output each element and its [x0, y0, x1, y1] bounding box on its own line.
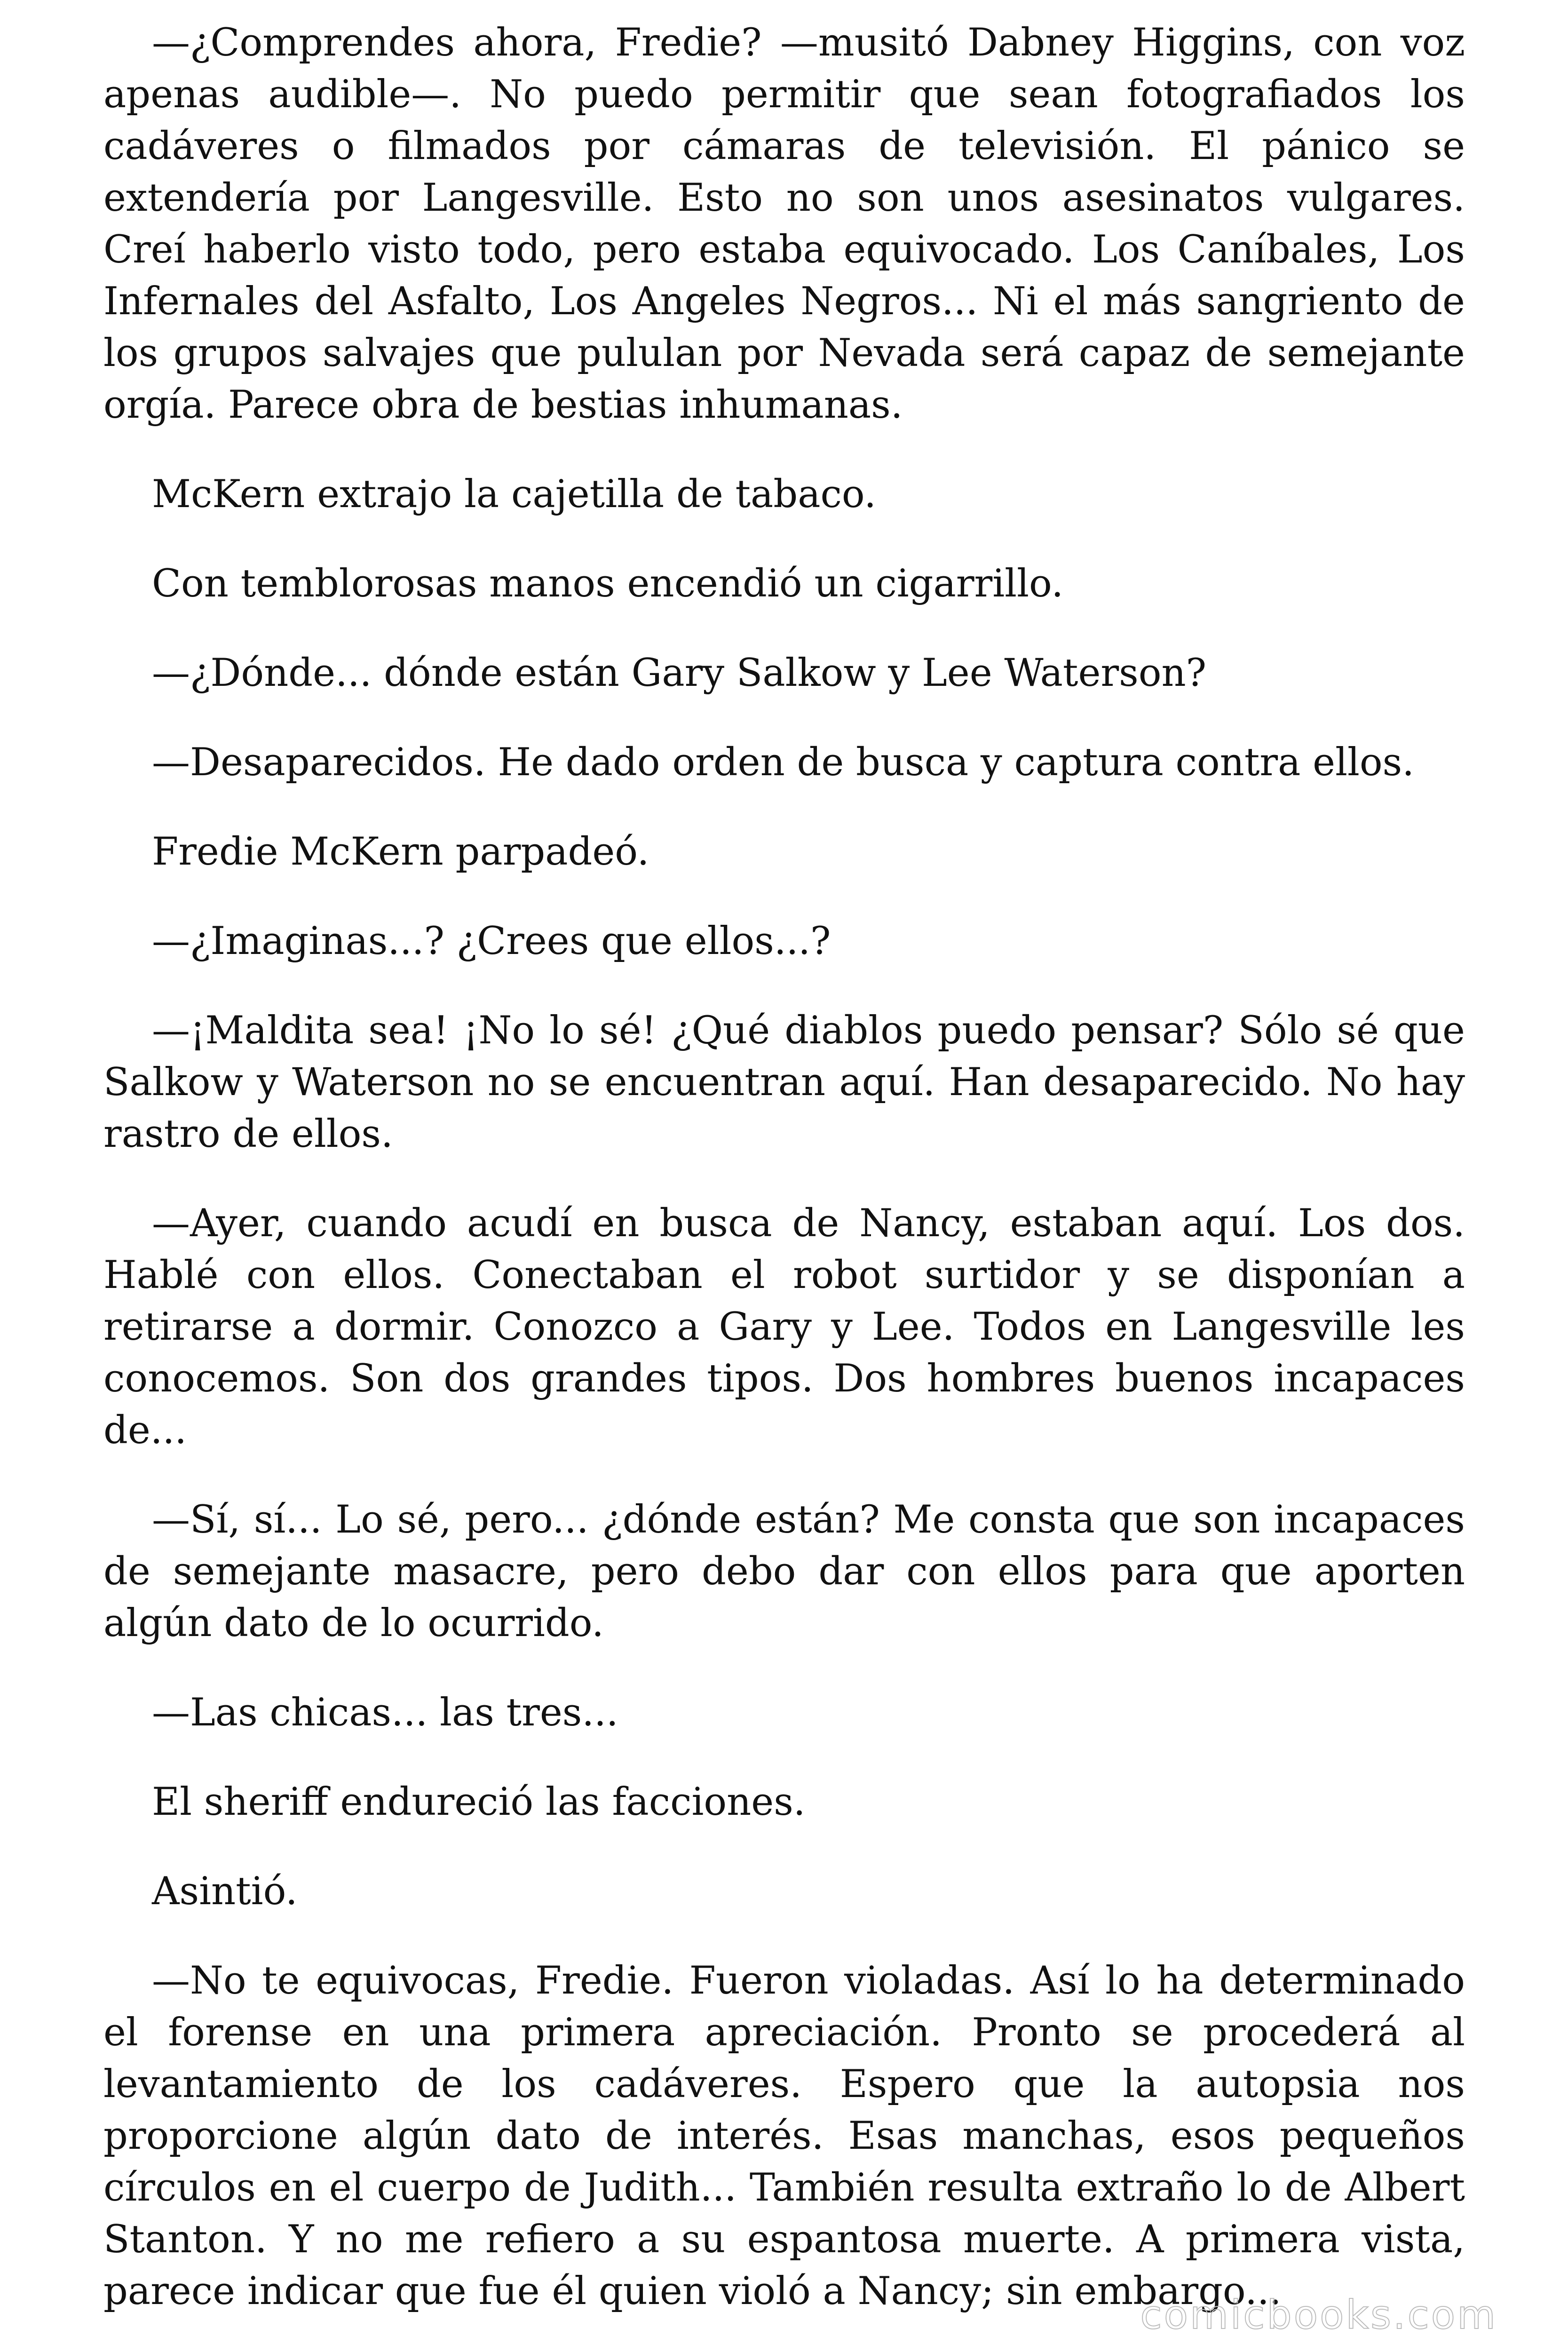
paragraph-6: Fredie McKern parpadeó. — [152, 830, 649, 874]
paragraph-4: —¿Dónde... dónde están Gary Salkow y Lee Waterson? — [152, 651, 1207, 695]
paragraph-9: —Ayer, cuando acudí en busca de Nancy, estaban aquí. Los dos. Hablé con ellos. Conectaban el robot surtidor y se disponían a retirarse a dormir. Conozco a Gary y Lee. Todos en Langesville les conocemos. Son dos grandes tipos. Dos hombres buenos incapaces de... — [103, 1201, 1465, 1453]
paragraph-2: McKern extrajo la cajetilla de tabaco. — [152, 472, 876, 516]
page-body — [103, 17, 1465, 2317]
paragraph-13: Asintió. — [152, 1869, 298, 1914]
paragraph-5: —Desaparecidos. He dado orden de busca y captura contra ellos. — [152, 740, 1414, 785]
watermark: comicbooks.com — [1140, 2292, 1497, 2338]
paragraph-10: —Sí, sí... Lo sé, pero... ¿dónde están? Me consta que son incapaces de semejante masacre, pero debo dar con ellos para que aporten algún dato de lo ocurrido. — [103, 1498, 1465, 1645]
paragraph-11: —Las chicas... las tres... — [152, 1691, 618, 1735]
paragraph-3: Con temblorosas manos encendió un cigarrillo. — [152, 562, 1064, 606]
paragraph-7: —¿Imaginas...? ¿Crees que ellos...? — [152, 919, 831, 963]
paragraph-8: —¡Maldita sea! ¡No lo sé! ¿Qué diablos puedo pensar? Sólo sé que Salkow y Waterson no se encuentran aquí. Han desaparecido. No hay rastro de ellos. — [103, 1009, 1465, 1156]
paragraph-12: El sheriff endureció las facciones. — [152, 1780, 806, 1824]
paragraph-14: —No te equivocas, Fredie. Fueron violadas. Así lo ha determinado el forense en una primera apreciación. Pronto se procederá al levantamiento de los cadáveres. Espero que la autopsia nos proporcione algún dato de interés. Esas manchas, esos pequeños círculos en el cuerpo de Judith... También resulta extraño lo de Albert Stanton. Y no me refiero a su espantosa muerte. A primera vista, parece indicar que fue él quien violó a Nancy; sin embargo... — [103, 1959, 1465, 2313]
paragraph-1: —¿Comprendes ahora, Fredie? —musitó Dabney Higgins, con voz apenas audible—. No puedo permitir que sean fotografiados los cadáveres o filmados por cámaras de televisión. El pánico se extendería por Langesville. Esto no son unos asesinatos vulgares. Creí haberlo visto todo, pero estaba equivocado. Los Caníbales, Los Infernales del Asfalto, Los Angeles Negros... Ni el más sangriento de los grupos salvajes que pululan por Nevada será capaz de semejante orgía. Parece obra de bestias inhumanas. — [103, 21, 1465, 427]
